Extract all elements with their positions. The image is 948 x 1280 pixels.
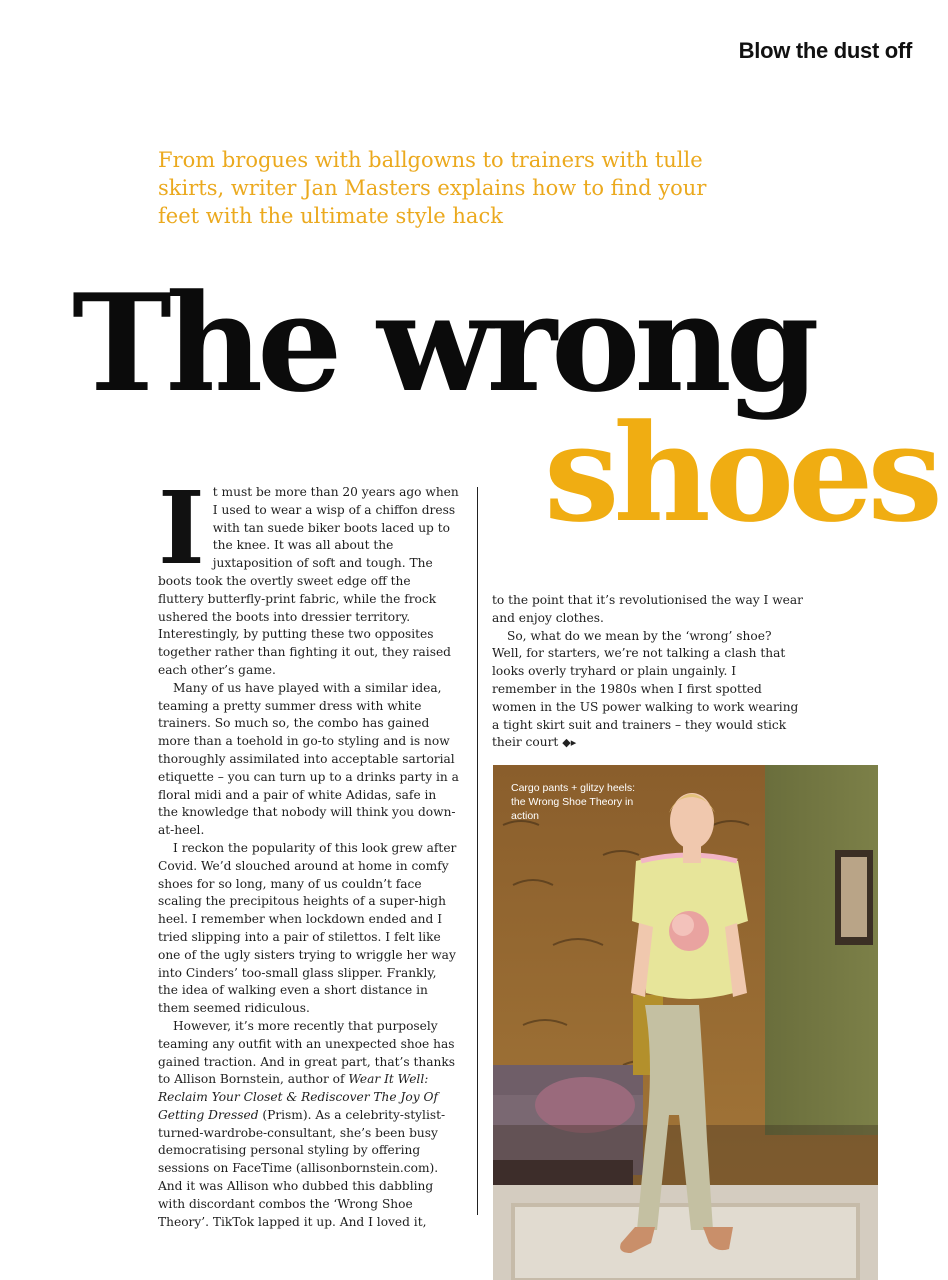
article-column-1 bbox=[158, 469, 460, 1231]
article-column-2 bbox=[492, 592, 804, 752]
drop-cap: I bbox=[158, 469, 205, 587]
photo-caption: Cargo pants + glitzy heels: the Wrong Shoe Theory in action bbox=[511, 782, 636, 822]
standfirst: From brogues with ballgowns to trainers with tulle skirts, writer Jan Masters explains how to find your feet with the ultimate style hack bbox=[158, 148, 707, 228]
paragraph-text: So, what do we mean by the ‘wrong’ shoe? Well, for starters, we’re not talking a clash that looks overly tryhard or plain ungainly. I remember in the 1980s when I first spotted women in the US power walking to work wearing a tight skirt suit and trainers – they would stick their court bbox=[492, 628, 799, 750]
headline-line-2: shoes bbox=[544, 394, 937, 552]
article-photo bbox=[493, 765, 878, 1280]
photo-illustration bbox=[493, 765, 878, 1280]
headline-line-1: The wrong bbox=[72, 264, 814, 422]
book-title: Wear It Well: Reclaim Your Closet & Rediscover The Joy Of Getting Dressed bbox=[158, 1072, 438, 1122]
article-paragraph bbox=[158, 469, 460, 680]
paragraph-text: However, it’s more recently that purposely teaming any outfit with an unexpected shoe has gained traction. And in great part, that’s thanks to Allison Bornstein, author of bbox=[158, 1018, 456, 1087]
article-paragraph: I reckon the popularity of this look grew after Covid. We’d slouched around at home in comfy shoes for so long, many of us couldn’t face scaling the precipitous heights of a super-high heel. I remember when lockdown ended and I tried slipping into a pair of stilettos. I felt like one of the ugly sisters trying to wriggle her way into Cinders’ too-small glass slipper. Frankly, the idea of walking even a short distance in them seemed ridiculous. bbox=[158, 840, 457, 1016]
article-paragraph bbox=[492, 628, 804, 753]
paragraph-text: t must be more than 20 years ago when I used to wear a wisp of a chiffon dress with tan suede biker boots laced up to the knee. It was all about the juxtaposition of soft and tough. The boots took the overtly sweet edge off the fluttery butterfly-print fabric, while the frock ushered the boots into dressier territory. Interestingly, by putting these two opposites together rather than fighting it out, they raised each other’s game. bbox=[158, 485, 459, 677]
paragraph-text: (Prism). As a celebrity-stylist-turned-wardrobe-consultant, she’s been busy democratising personal styling by offering sessions on FaceTime (allisonbornstein.com). And it was Allison who dubbed this dabbling with discordant combos the ‘Wrong Shoe Theory’. TikTok lapped it up. And I loved it, bbox=[158, 1107, 446, 1229]
article-paragraph: to the point that it’s revolutionised the way I wear and enjoy clothes. bbox=[492, 593, 803, 625]
column-divider bbox=[477, 487, 478, 1215]
article-paragraph: Many of us have played with a similar idea, teaming a pretty summer dress with white trainers. So much so, the combo has gained more than a toehold in go-to styling and is now thoroughly assimilated into acceptable sartorial etiquette – you can turn up to a drinks party in a floral midi and a pair of white Adidas, safe in the knowledge that nobody will think you down-at-heel. bbox=[158, 680, 459, 838]
continue-arrow-icon: ◆▸ bbox=[562, 736, 577, 750]
section-tag: Blow the dust off bbox=[738, 38, 912, 63]
article-paragraph bbox=[158, 1018, 460, 1232]
